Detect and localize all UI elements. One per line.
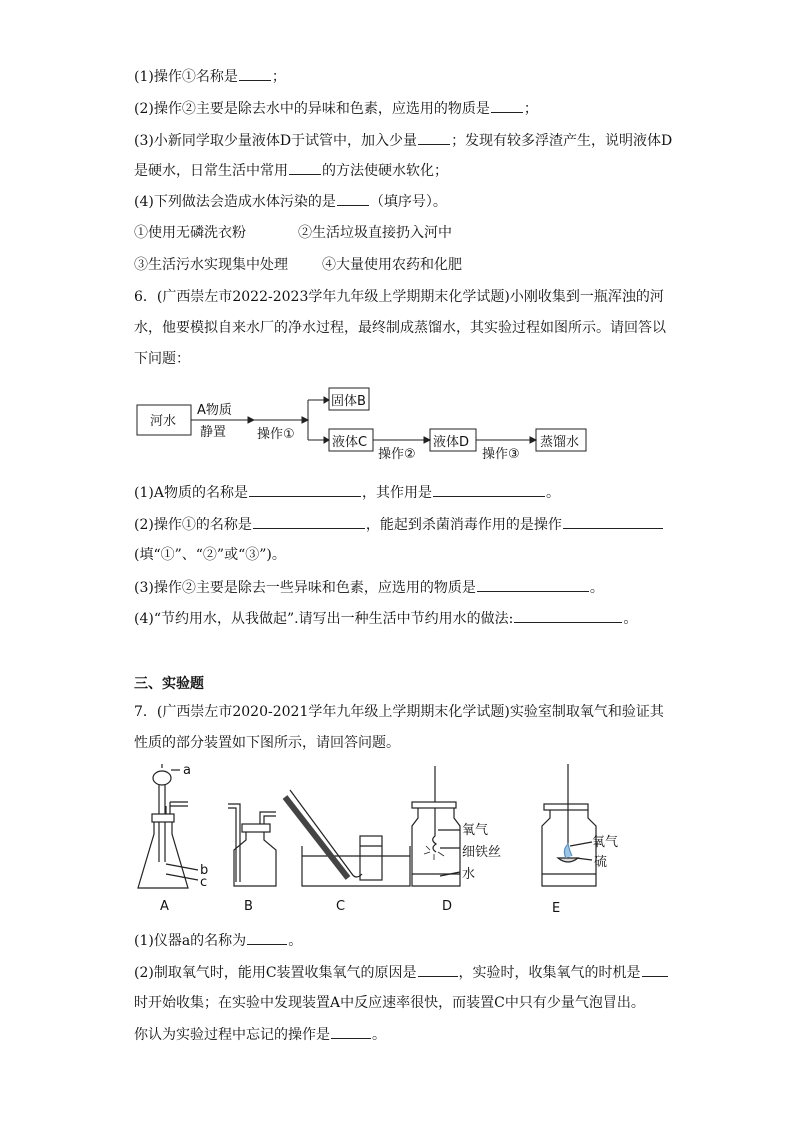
collecting-bottle: [360, 836, 382, 880]
bottle-b-short-tube: [260, 812, 276, 824]
q6-intro-line3: [134, 349, 190, 369]
label-b: b: [200, 863, 209, 878]
label-d-water: 水: [462, 867, 476, 882]
label-a: a: [183, 763, 191, 778]
apparatus-c: [285, 790, 410, 886]
q6-part2: [134, 514, 664, 535]
q5-part3-text-d: 的方法使硬水软化；: [322, 163, 448, 179]
q7-part1: [134, 930, 302, 951]
q6-intro-line1: [134, 287, 664, 307]
q5-options-row2b: [322, 255, 462, 275]
q5-options-row1: [134, 223, 246, 243]
flow-label-river: 河水: [150, 414, 177, 429]
q5-part3-text-c: 是硬水，日常生活中常用: [134, 163, 288, 179]
answer-blank[interactable]: [337, 191, 369, 206]
flow-label-op1: 操作①: [257, 427, 295, 442]
section-title: 三、实验题: [134, 676, 204, 692]
q7-part2-cont2: [134, 1024, 386, 1045]
answer-blank[interactable]: [239, 66, 271, 81]
caption-b: B: [244, 899, 253, 914]
q5-part2-end: ；: [523, 101, 538, 117]
answer-blank[interactable]: [249, 482, 361, 497]
q5-part2-text: (2)操作②主要是除去水中的异味和色素，应选用的物质是: [134, 101, 490, 117]
q7-intro-line2: [134, 733, 400, 753]
flow-arrowhead-5: [424, 437, 430, 443]
q5-part3-cont: [134, 160, 448, 181]
q6-part1: [134, 482, 560, 503]
flow-label-liquid-d: 液体D: [433, 435, 470, 450]
q6-part2-text-c: (填“①”、“②”或“③”)。: [134, 547, 286, 563]
tube-into-stopper: [166, 802, 170, 814]
q5-option-4: ④大量使用农药和化肥: [322, 257, 462, 273]
apparatus-a: [138, 764, 198, 888]
funnel-bulb: [153, 771, 171, 785]
label-e-sulfur: 硫: [594, 855, 608, 870]
q7-part2-end: 。: [372, 1027, 386, 1043]
apparatus-d: [412, 766, 460, 886]
conical-flask: [138, 822, 188, 888]
flow-label-solid-b: 固体B: [331, 394, 366, 409]
q6-part1-text: (1)A物质的名称是: [134, 485, 248, 501]
q6-part2-cont: [134, 545, 286, 565]
q6-part3-end: 。: [589, 580, 604, 596]
q7-part2-text-b: ，实验时，收集氧气的时机是: [458, 965, 641, 981]
caption-d: D: [442, 899, 453, 914]
water-trough: [302, 846, 410, 886]
q6-part4-end: 。: [623, 611, 638, 627]
q6-intro-line2: [134, 318, 666, 338]
label-c: c: [200, 875, 208, 890]
answer-blank[interactable]: [418, 130, 450, 145]
q5-part3: [134, 130, 672, 151]
answer-blank[interactable]: [331, 1024, 371, 1039]
answer-blank[interactable]: [514, 608, 622, 623]
flow-label-a-substance: A物质: [197, 403, 232, 418]
e-combustion-spoon: [558, 858, 578, 862]
q7-part2-text-c: 时开始收集；在实验中发现装置A中反应速率很快，而装置C中只有少量气泡冒出。: [134, 995, 645, 1011]
apparatus-e: [542, 764, 596, 886]
q5-option-3: ③生活污水实现集中处理: [134, 257, 288, 273]
q6-intro-text-2: 水，他要模拟自来水厂的净水过程，最终制成蒸馏水，其实验过程如图所示。请回答以: [134, 320, 666, 336]
q6-part4: [134, 608, 637, 629]
q7-part2-text: (2)制取氧气时，能用C装置收集氧气的原因是: [134, 965, 417, 981]
purification-flow-diagram: [130, 384, 600, 464]
answer-blank[interactable]: [563, 514, 663, 529]
label-line-c: [166, 874, 198, 880]
flow-label-liquid-c: 液体C: [332, 435, 368, 450]
q6-intro-text-3: 下问题：: [134, 351, 190, 367]
q5-part3-text-b: ；发现有较多浮渣产生，说明液体D: [451, 133, 673, 149]
section-heading: [134, 674, 204, 694]
flow-arrowhead-3: [324, 397, 329, 403]
flow-arrowhead-2: [302, 417, 308, 423]
q5-option-2: ②生活垃圾直接扔入河中: [298, 225, 452, 241]
stopper: [152, 814, 174, 822]
apparatus-b: [228, 804, 276, 886]
answer-blank[interactable]: [418, 962, 458, 977]
flow-arrowhead-6: [530, 437, 536, 443]
q7-part2-cont: [134, 993, 645, 1013]
q5-part4-text: (4)下列做法会造成水体污染的是: [134, 194, 336, 210]
d-lid: [412, 802, 456, 808]
q5-option-1: ①使用无磷洗衣粉: [134, 225, 246, 241]
label-d-wire: 细铁丝: [462, 845, 502, 860]
apparatus-diagram: [130, 762, 670, 922]
q7-part2: [134, 962, 669, 983]
e-label-line-oxygen: [570, 842, 592, 846]
delivery-tube-c: [290, 790, 362, 877]
q6-part1-end: 。: [545, 485, 560, 501]
q7-intro-text-2: 性质的部分装置如下图所示，请回答问题。: [134, 735, 400, 751]
q5-options-row2: [134, 255, 288, 275]
flow-label-settle: 静置: [200, 425, 227, 440]
q5-part1: [134, 66, 286, 87]
q5-part1-text: (1)操作①名称是: [134, 69, 238, 85]
flow-arrowhead-4: [324, 437, 329, 443]
answer-blank[interactable]: [253, 514, 365, 529]
rubber-tube: [285, 797, 348, 878]
answer-blank[interactable]: [491, 98, 523, 113]
answer-blank[interactable]: [477, 577, 589, 592]
q6-part2-text-b: ，能起到杀菌消毒作用的是操作: [365, 517, 562, 533]
q6-part4-text: (4)“节约用水，从我做起”.请写出一种生活中节约用水的做法:: [134, 611, 514, 627]
q6-part3: [134, 577, 604, 598]
q6-part1-text-b: ，其作用是: [361, 485, 432, 501]
flow-label-distilled: 蒸馏水: [540, 435, 580, 450]
caption-a: A: [160, 899, 169, 914]
q5-part2: [134, 98, 538, 119]
q5-part3-text: (3)小新同学取少量液体D于试管中，加入少量: [134, 133, 418, 149]
bottle-b-long-tube-inner: [228, 808, 236, 882]
label-d-oxygen: 氧气: [462, 823, 489, 838]
answer-blank[interactable]: [289, 160, 321, 175]
answer-blank[interactable]: [433, 482, 545, 497]
e-lid: [544, 804, 588, 810]
q5-part4-end: （填序号）。: [369, 194, 447, 210]
q7-part1-end: 。: [288, 933, 303, 949]
q6-part3-text: (3)操作②主要是除去一些异味和色素，应选用的物质是: [134, 580, 476, 596]
delivery-tube: [170, 802, 188, 806]
q5-part4: [134, 191, 447, 212]
e-label-line-sulfur: [576, 858, 592, 860]
q6-intro-text-1: 6．(广西崇左市2022-2023学年九年级上学期期末化学试题)小刚收集到一瓶浑浊的河: [134, 289, 664, 305]
bottle-b-stopper: [242, 824, 270, 832]
answer-blank[interactable]: [247, 930, 287, 945]
caption-e: E: [552, 901, 561, 916]
d-iron-wire: [433, 808, 436, 852]
q7-intro-line1: [134, 702, 664, 722]
flow-label-op3: 操作③: [482, 447, 520, 462]
q7-part2-text-d: 你认为实验过程中忘记的操作是: [134, 1027, 330, 1043]
answer-blank[interactable]: [642, 962, 668, 977]
q5-options-row1b: [298, 223, 452, 243]
flow-arrowhead-1: [248, 417, 254, 423]
caption-c: C: [336, 899, 346, 914]
q7-intro-text-1: 7．(广西崇左市2020-2021学年九年级上学期期末化学试题)实验室制取氧气和验证其: [134, 704, 664, 720]
flow-label-op2: 操作②: [378, 447, 416, 462]
q7-part1-text: (1)仪器a的名称为: [134, 933, 247, 949]
q6-part2-text: (2)操作①的名称是: [134, 517, 252, 533]
q5-part1-end: ；: [271, 69, 286, 85]
label-e-oxygen: 氧气: [592, 835, 619, 850]
